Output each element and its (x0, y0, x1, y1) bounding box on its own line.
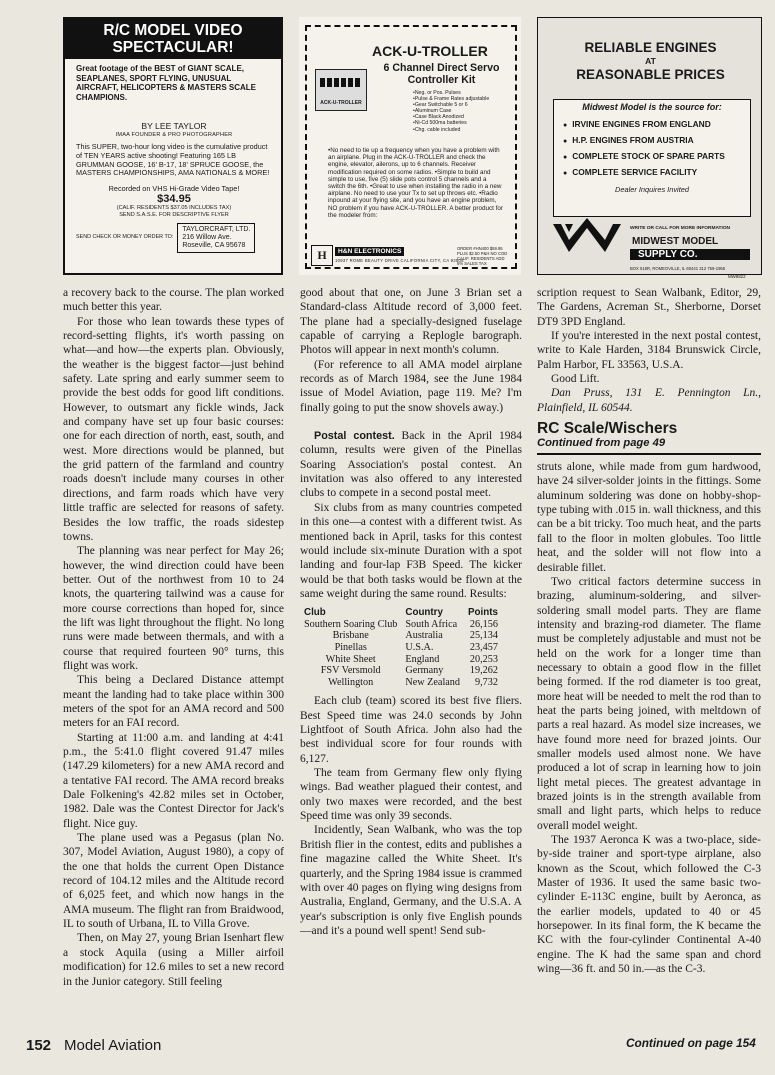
postal-contest-heading: Postal contest. (314, 430, 395, 443)
video-ad-byline-sub: IMAA FOUNDER & PRO PHOTOGRAPHER (115, 132, 233, 139)
table-header: Points (467, 607, 498, 619)
engines-item: ● H.P. ENGINES FROM AUSTRIA (563, 133, 750, 149)
engines-headline (552, 40, 749, 82)
engines-write: WRITE OR CALL FOR MORE INFORMATION (630, 226, 731, 231)
paragraph: Incidently, Sean Walbank, who was the top British flier in the contest, edits and publishes a fine magazine called the White Sheet. It's quarterly, and the Spring 1984 issue is crammed with over 40 pages on flying wing designs from Australia, England, Germany, and the U.S.A. A year's subscription is only five English pounds—and it's a pound well spent! Send sub- (300, 824, 522, 937)
table-cell: U.S.A. (405, 642, 434, 653)
engines-offer-box (553, 99, 751, 217)
paragraph: (For reference to all AMA model airplane records as of March 1984, see the June 1984 issue of Model Aviation, page 119. Me? I'm finally going to put the snow shovels away.) (300, 358, 522, 414)
table-cell: FSV Versmold (320, 665, 381, 677)
video-ad-address (177, 223, 255, 253)
engines-code: MW8822 (728, 274, 746, 279)
acktroller-body: •No need to tie up a frequency when you have a problem with an airplane. Plug in the ACK-U-TROLLER and check the engine, elevator, ailerons, up to 6 channels. Receiver modification required on some radios. •Simple to build and simple to use, five (5) slide pots control 5 channels and a switch the 6th. •Great to use when installing the radio in a new airplane. No need to use your Tx to set up throws etc. •Radio inpound at your flying site, and you have an engine problem, NO problem if you have ACK-U-TROLLER. A better product for the modeler from: (328, 147, 503, 219)
continued-on: Continued on page 154 (626, 1036, 756, 1050)
hn-logo-icon: H (311, 245, 333, 266)
table-cell: 9,732 (475, 676, 498, 688)
paragraph: struts alone, while made from gum hardwood, have 24 silver-solder joints in the fittings. Some aluminum soldering was done on hobby-shop-type tubing with .015 in. wall thickness, and this can be a bit tricky. Too much heat, and the parts fall to the floor in molten globules. Too little heat, and the solder will not flow into a desirable fillet. (537, 461, 761, 574)
table-cell: Southern Soaring Club (304, 618, 398, 630)
section-title: RC Scale/Wischers (537, 420, 678, 438)
table-cell: England (405, 653, 440, 665)
midwest-engines-ad (537, 17, 762, 279)
table-header: Club (304, 607, 326, 619)
paragraph (300, 429, 522, 501)
controller-unit-label: ACK-U-TROLLER (320, 100, 362, 106)
table-cell: White Sheet (325, 653, 376, 665)
paragraph: The team from Germany flew only flying wings. Bad weather plagued their contest, and only two maxes were recorded, and the best Speed time was only 39 seconds. (300, 767, 522, 823)
paragraph: scription request to Sean Walbank, Editor, 29, The Gardens, Acreman St., Sherborne, Dorset DT9 3PD England. (537, 287, 761, 328)
table-cell: Brisbane (332, 630, 369, 642)
table-row (300, 654, 502, 666)
table-cell: 25,134 (469, 630, 498, 642)
acktroller-features (413, 90, 489, 133)
table-header-row (300, 607, 502, 619)
video-ad-addr2: 216 Willow Ave. (182, 233, 232, 241)
engines-lead: Midwest Model is the source for: (582, 102, 722, 112)
acktroller-order-info: ORDER #HN400 $59.95 PLUS $2.50 P&H NO COD CALIF. RESIDENTS ADD 6% SALES TAX (457, 246, 508, 266)
video-ad-lead: Great footage of the BEST of GIANT SCALE, SEAPLANES, SPORT FLYING, UNUSUAL AIRCRAFT, HELICOPTERS & MASTERS SCALE CHAMPIONS. (76, 64, 257, 102)
video-ad-calif: (CALIF. RESIDENTS $37.05 INCLUDES TAX) (116, 204, 232, 211)
video-ad (63, 17, 283, 275)
paragraph: The planning was near perfect for May 26; however, the wind direction could have been better. Out of the northwest from 10 to 24 knots, the quartering tailwind was a cause for more course corrections than hoped for, since the lift was light throughout the flight. No long runs were made between thermals, and with a course that required fourteen 90° turns, this flight was work. (63, 545, 284, 672)
acktroller-title: ACK-U-TROLLER (372, 43, 488, 59)
feature-item: •Ni-Cd 500ma batteries (413, 120, 467, 127)
results-table (300, 607, 502, 688)
table-row (300, 642, 502, 654)
table-cell: Pinellas (334, 642, 367, 653)
continued-from: Continued from page 49 (537, 437, 761, 455)
article-column-1 (63, 286, 284, 989)
table-cell: Australia (405, 630, 443, 642)
engines-item: ● COMPLETE STOCK OF SPARE PARTS (563, 149, 750, 165)
engines-headline-at: AT (645, 56, 656, 66)
paragraph: Six clubs from as many countries competed in this one—a contest with a different twist. As mentioned back in April, tasks for this contest would include six-minute Duration with a spot landing and four-lap F3B Speed. The kicker would be that both tasks would be flown at the same weight during the same round. Results: (300, 501, 522, 600)
feature-item: •Case Black Anodized (413, 114, 464, 121)
table-cell: 20,253 (469, 653, 498, 665)
video-ad-title: R/C MODEL VIDEO SPECTACULAR! (65, 19, 281, 59)
paragraph: Each club (team) scored its best five fliers. Best Speed time was 24.0 seconds by John Lightfoot of South Africa. John also had the best individual score for four rounds with 6,127. (300, 695, 522, 765)
midwest-logo-icon (551, 218, 623, 258)
video-ad-price: $34.95 (157, 192, 191, 205)
video-ad-byline: BY LEE TAYLOR (141, 121, 207, 132)
paragraph: Good Lift. (551, 373, 600, 386)
acktroller-ad (299, 17, 521, 275)
paragraph: Starting at 11:00 a.m. and landing at 4:41 p.m., the 5:41.0 flight covered 91.47 miles (147.29 kilometers) for a new AMA record and a tentative FAI record. The AMA record breaks Dale Folkening's 42.82 miles set in October, 1982. Dale was the Contest Director for Jack's flight. Nice guy. (63, 731, 284, 830)
video-ad-send-to: SEND CHECK OR MONEY ORDER TO: (76, 234, 174, 241)
engines-company-name-2: SUPPLY CO. (630, 249, 750, 260)
video-ad-addr3: Roseville, CA 95678 (182, 241, 246, 249)
paragraph-text: Back in the April 1984 column, results were given of the Pinellas Soaring Association's postal contest. An invitation was also offered to any interested clubs to compete in a second postal meet. (300, 430, 523, 500)
paragraph: The 1937 Aeronca K was a two-place, side-by-side trainer and sport-type airplane, also known as the Scout, which followed the C-3 Master of 1936. It used the same basic two-cylinder E-113C engine, built by Aeronca, as the earlier models, updated to 40 or 45 horsepower. In its final form, the K became the KC with the four-cylinder Continental A-40 engine. The K had the same span and chord wing—36 ft. and 50 in.—as the C-3. (537, 834, 761, 976)
table-cell: 19,262 (469, 665, 498, 677)
feature-item: •Pulse & Frame Rates adjustable (413, 96, 490, 103)
acktroller-subtitle: 6 Channel Direct Servo Controller Kit (383, 62, 500, 86)
paragraph: If you're interested in the next postal contest, write to Kale Harden, 3184 Brunswick Circle, Palm Harbor, FL 33563, U.S.A. (537, 330, 761, 371)
feature-item: •Neg. or Pos. Pulses (413, 90, 461, 96)
table-row (300, 619, 502, 631)
paragraph: Two critical factors determine success in brazing, aluminum-soldering, and silver-soldering small model parts. They are flame intensity and brazing-rod diameter. The flame must be completely adjustable and must not be held on the work for a longer time than necessary to obtain a good flow in the fillet being formed. If the rod diameter is too great, more heat will be needed to melt the rod than to heat the parts being joined, with meltdown of parts a real hazard. As model size increases, we have found more need for brazed joints. Our smaller models used almost none. We have produced a lot of scrap in learning how to join light metal pieces. The greatest advantage in brazed joints is in the strength available from small and light parts, which helps to reduce overall model weight. (537, 575, 761, 832)
table-cell: South Africa (405, 618, 458, 630)
paragraph: This being a Declared Distance attempt meant the landing had to take place within 300 meters of the spot for an AMA record and 500 meters for an FAI record. (63, 674, 284, 730)
page-number: 152 (26, 1037, 52, 1054)
author-signature: Dan Pruss, 131 E. Pennington Ln., Plainfield, IL 60544. (537, 387, 761, 414)
table-row (300, 665, 502, 677)
engines-dealer: Dealer Inquires Invited (615, 185, 689, 194)
engines-item: ● COMPLETE SERVICE FACILITY (563, 165, 750, 181)
paragraph: The plane used was a Pegasus (plan No. 307, Model Aviation, August 1980), a copy of the one that holds the current Open Distance record of 104.12 miles and the Altitude record of 6,025 feet, and which now hangs in the AMA museum. The flight ran from Braidwood, IL to south of Urbana, IL to Villa Grove. (63, 832, 284, 931)
table-row (300, 677, 502, 689)
magazine-title: Model Aviation (64, 1037, 162, 1054)
engines-headline-1: RELIABLE ENGINES (584, 40, 717, 55)
engines-address: BOX 518R, ROMEOVILLE, IL 60441 312 759-1955 (630, 266, 726, 271)
table-cell: Wellington (328, 676, 374, 688)
acktroller-company-address: 10937 ROME BEAUTY DRIVE CALIFORNIA CITY, CA 93505 (335, 258, 464, 263)
engines-company-name: MIDWEST MODEL (632, 236, 719, 247)
article-column-2 (300, 286, 522, 938)
table-cell: Germany (405, 665, 444, 677)
controller-unit-image (315, 69, 367, 111)
video-ad-description: This SUPER, two-hour long video is the cumulative product of TEN YEARS active shooting! Featuring 165 LB GRUMMAN GOOSE, 16' B-17, 18' SPRUCE GOOSE, the MASTERS CHAMPIONSHIPS, AMA NATIONALS & MORE! (76, 142, 270, 178)
feature-item: •Gear Switchable 5 or 6 (413, 102, 468, 109)
table-cell: New Zealand (405, 676, 460, 688)
table-row (300, 630, 502, 642)
paragraph: good about that one, on June 3 Brian set a Standard-class Altitude record of 3,000 feet. The plane had a specially-designed fuselage capable of carrying a Replogle barograph. Photos will appear in next month's column. (300, 287, 522, 357)
paragraph: Then, on May 27, young Brian Isenhart flew a stock Aquila (using a Miller airfoil modification) for 12.6 miles to set a new record in the Junior category. Still feeling (63, 932, 284, 988)
acktroller-company: H&N ELECTRONICS (335, 247, 404, 256)
engines-headline-2: REASONABLE PRICES (576, 67, 725, 82)
feature-item: •Chg. cable included (413, 126, 461, 133)
video-ad-addr1: TAYLORCRAFT, LTD. (182, 225, 251, 233)
article-column-3 (537, 286, 761, 976)
paragraph: a recovery back to the course. The plan worked much better this year. (63, 287, 284, 314)
engines-item: ● IRVINE ENGINES FROM ENGLAND (563, 117, 750, 133)
table-header: Country (405, 607, 443, 619)
paragraph: For those who lean towards these types of record-setting flights, it's worth passing on what—and how—the experts plan. Obviously, the weather is the biggest factor—just behind safety. Late spring and early summer seem to provide the best odds for good lift conditions. However, to outsmart any fickle winds, Jack and company have set up four basic courses: one for each direction of north, east, south, and west. More directions would be planned, but the grid pattern of the farmland and country roads doesn't include many courses in other directions, and farm roads which have very little traffic are selected for reasons of safety. Besides the low traffic, the roads sidestep towns. (63, 315, 284, 543)
feature-item: •Aluminum Case (413, 108, 452, 115)
table-cell: 26,156 (469, 618, 498, 630)
video-ad-sase: SEND S.A.S.E. FOR DESCRIPTIVE FLYER (119, 212, 229, 219)
video-ad-recorded: Recorded on VHS Hi-Grade Video Tape! (108, 183, 240, 193)
table-cell: 23,457 (469, 642, 498, 653)
